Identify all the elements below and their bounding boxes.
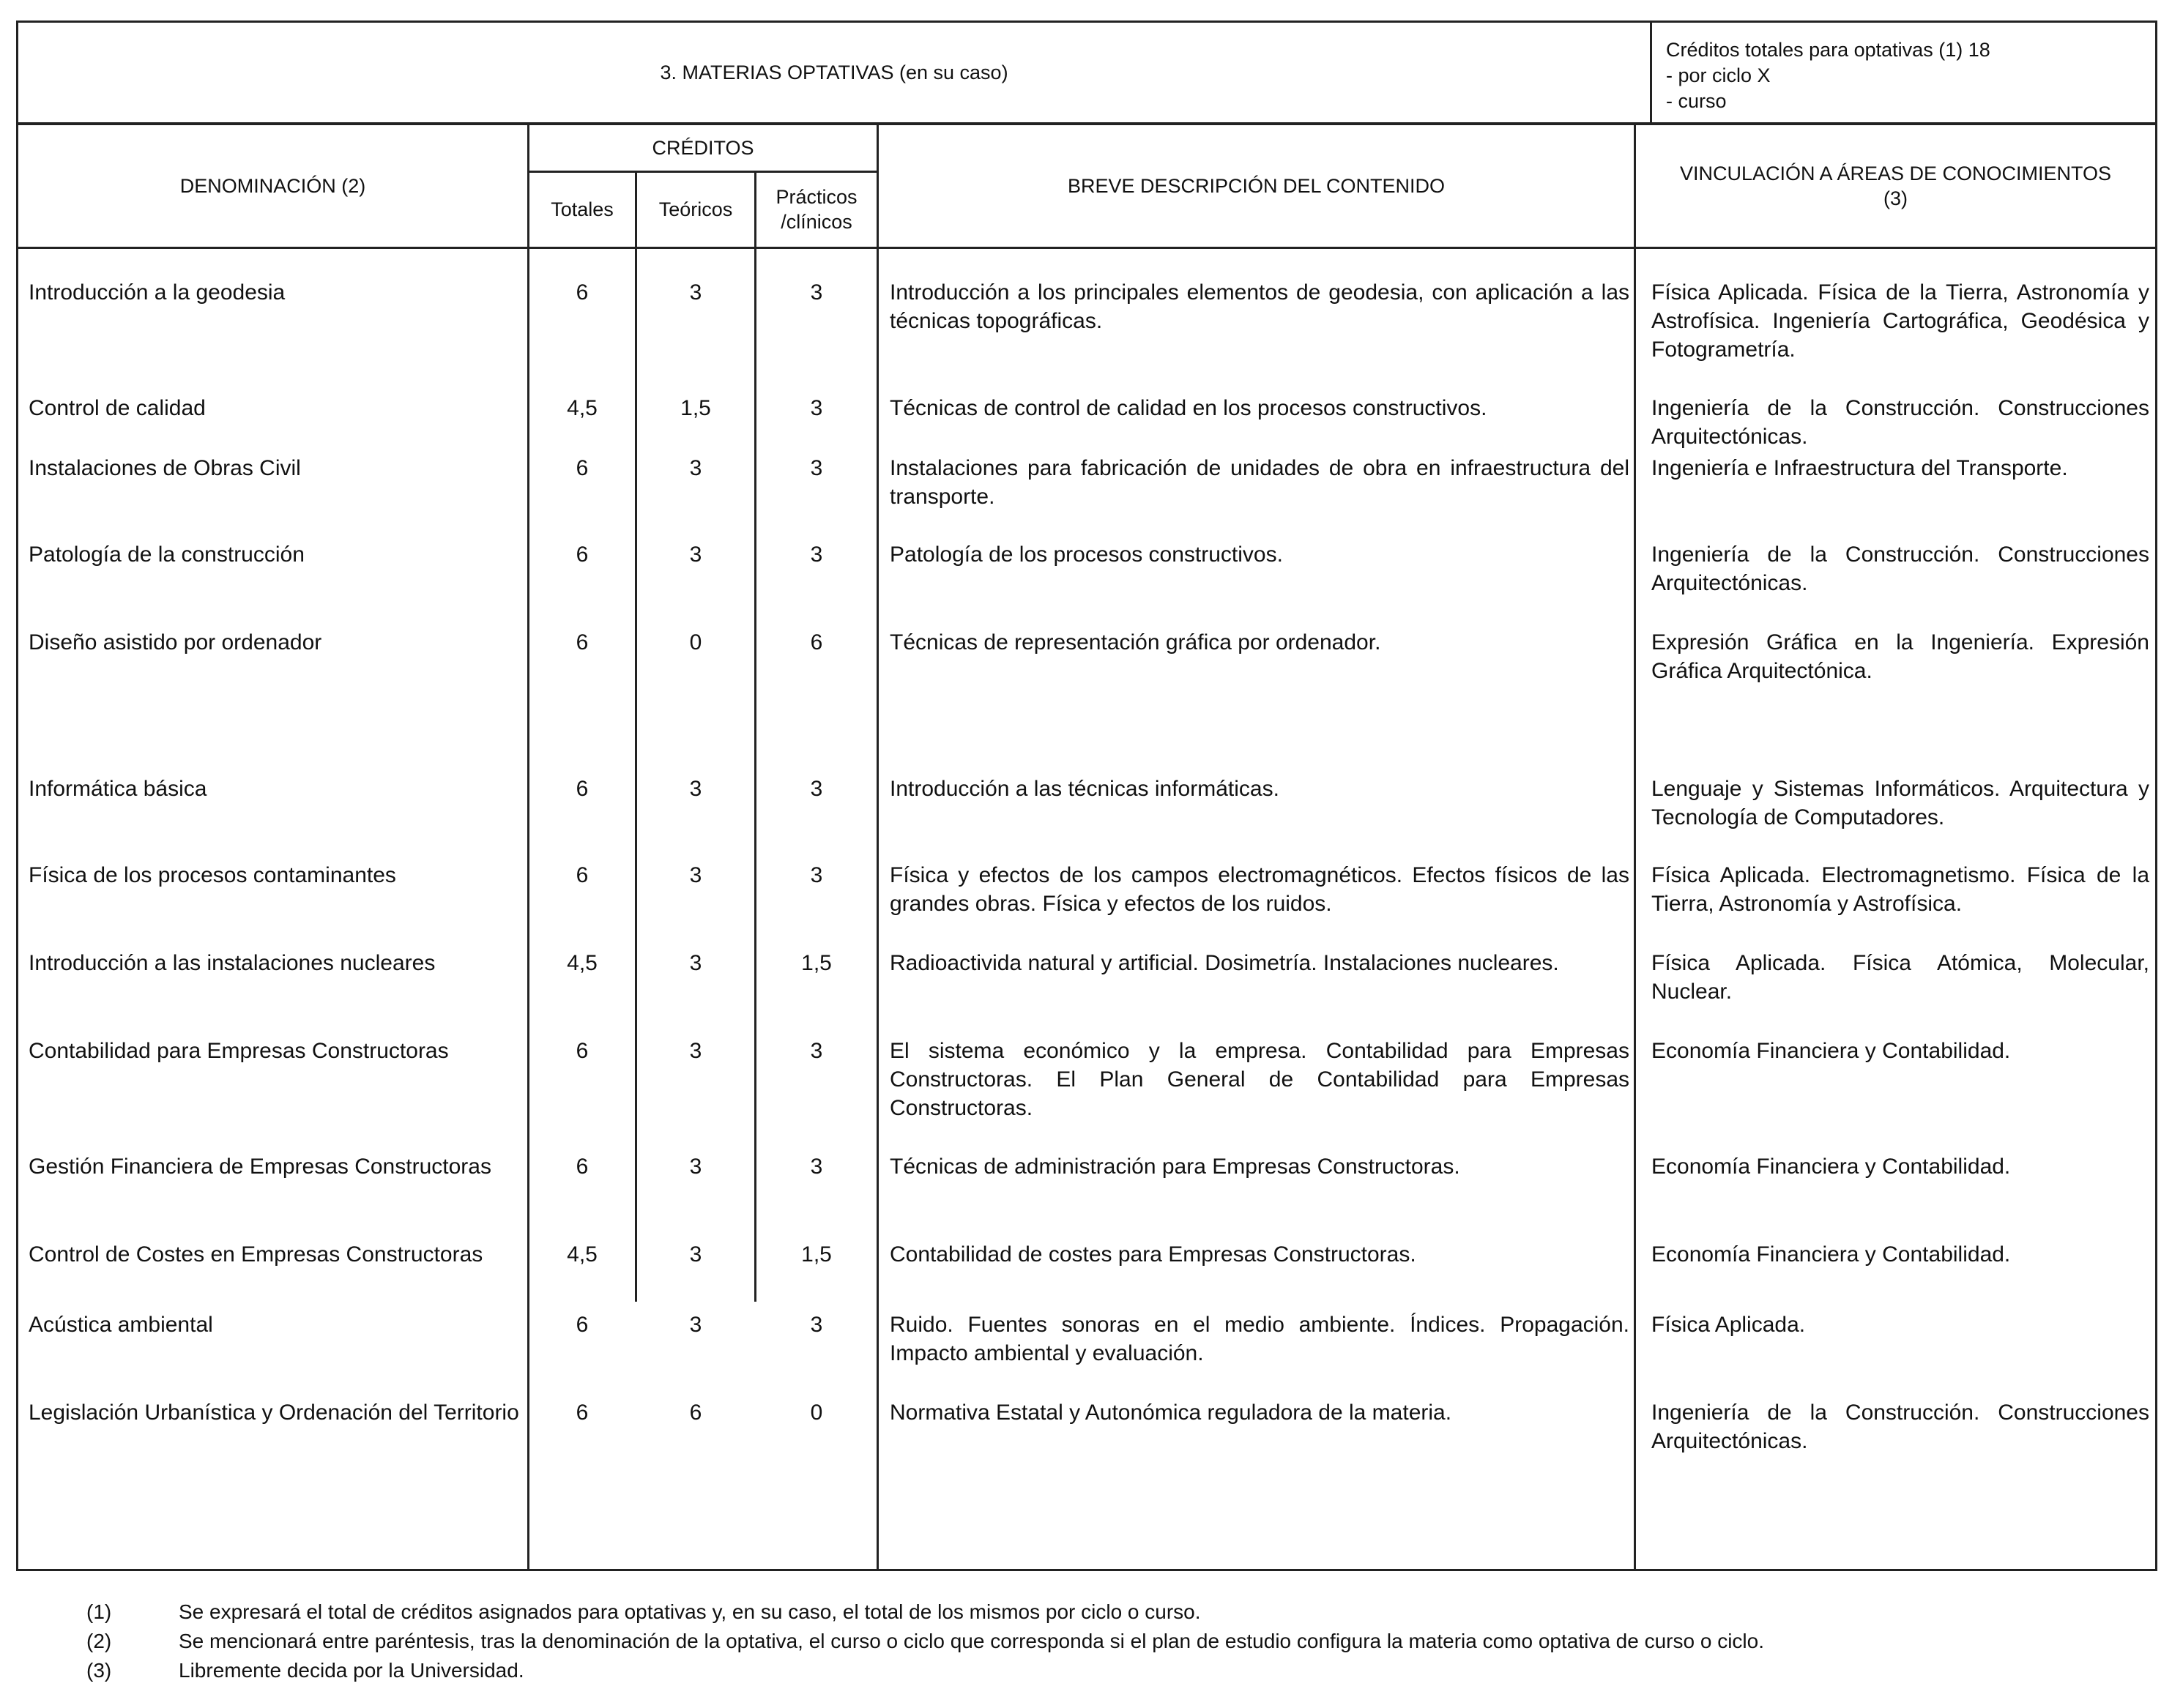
header-totales: Totales <box>551 198 614 220</box>
subject-name: Acústica ambiental <box>29 1313 213 1337</box>
footnotes <box>86 1597 1764 1685</box>
subject-description: Instalaciones para fabricación de unidades de obra en infraestructura del transporte. <box>890 456 1629 509</box>
credits-teoricos: 3 <box>689 777 702 801</box>
header-denominacion: DENOMINACIÓN (2) <box>179 175 366 197</box>
knowledge-area: Física Aplicada. Física Atómica, Molecular, Nuclear. <box>1651 951 2149 1004</box>
subject-description: Técnicas de representación gráfica por ordenador. <box>890 630 1381 655</box>
knowledge-area: Física Aplicada. Electromagnetismo. Física de la Tierra, Astronomía y Astrofísica. <box>1651 863 2149 916</box>
credits-practicos: 3 <box>810 396 823 420</box>
subject-name: Control de Costes en Empresas Constructoras <box>29 1242 483 1267</box>
credits-teoricos: 3 <box>689 951 702 975</box>
header-vinculacion-line1: VINCULACIÓN A ÁREAS DE CONOCIMIENTOS <box>1679 163 2112 184</box>
credits-practicos: 3 <box>810 456 823 480</box>
knowledge-area: Ingeniería de la Construcción. Construcciones Arquitectónicas. <box>1651 1401 2149 1453</box>
subject-description: Patología de los procesos constructivos. <box>890 542 1283 567</box>
header-practicos-line1: Prácticos <box>776 186 858 208</box>
subject-description: Técnicas de control de calidad en los procesos constructivos. <box>890 396 1487 420</box>
credits-totales: 6 <box>576 456 589 480</box>
knowledge-area: Física Aplicada. <box>1651 1313 1806 1337</box>
section-title: 3. MATERIAS OPTATIVAS (en su caso) <box>660 61 1008 83</box>
subject-description: Contabilidad de costes para Empresas Constructoras. <box>890 1242 1416 1267</box>
credit-info-curso: - curso <box>1666 90 1727 112</box>
subject-description: Introducción a los principales elementos de geodesia, con aplicación a las técnicas topográficas. <box>890 280 1629 333</box>
knowledge-area: Ingeniería de la Construcción. Construcciones Arquitectónicas. <box>1651 396 2149 449</box>
credits-totales: 6 <box>576 777 589 801</box>
header-divider <box>1650 23 1652 122</box>
header-vinculacion <box>1636 125 2155 247</box>
credit-info-ciclo: - por ciclo X <box>1666 64 1771 86</box>
subject-description: Técnicas de administración para Empresas Constructoras. <box>890 1155 1460 1179</box>
subject-name: Informática básica <box>29 777 207 801</box>
col-divider <box>877 247 879 1569</box>
column-header <box>16 123 2157 249</box>
credits-totales: 6 <box>576 630 589 655</box>
credits-totales: 6 <box>576 280 589 305</box>
subject-name: Introducción a las instalaciones nucleares <box>29 951 436 975</box>
col-divider <box>1634 247 1636 1569</box>
credits-teoricos: 3 <box>689 863 702 887</box>
header-practicos-line2: /clínicos <box>781 211 852 233</box>
subject-description: Normativa Estatal y Autonómica reguladora de la materia. <box>890 1401 1452 1425</box>
credits-teoricos: 3 <box>689 456 702 480</box>
credit-info-total: Créditos totales para optativas (1) 18 <box>1666 39 1990 61</box>
knowledge-area: Lenguaje y Sistemas Informáticos. Arquitectura y Tecnología de Computadores. <box>1651 777 2149 829</box>
knowledge-area: Economía Financiera y Contabilidad. <box>1651 1155 2011 1179</box>
credits-teoricos: 3 <box>689 542 702 567</box>
credits-teoricos: 3 <box>689 1313 702 1337</box>
knowledge-area: Ingeniería e Infraestructura del Transporte. <box>1651 456 2068 480</box>
credits-practicos: 3 <box>810 280 823 305</box>
header-creditos: CRÉDITOS <box>652 137 754 159</box>
credits-teoricos: 6 <box>689 1401 702 1425</box>
footnote <box>86 1627 1764 1656</box>
credits-practicos: 3 <box>810 542 823 567</box>
knowledge-area: Economía Financiera y Contabilidad. <box>1651 1039 2011 1063</box>
credits-practicos: 3 <box>810 863 823 887</box>
subject-name: Contabilidad para Empresas Constructoras <box>29 1039 449 1063</box>
credit-info <box>1666 37 1990 114</box>
footnote-number: (3) <box>86 1659 112 1682</box>
credits-totales: 6 <box>576 542 589 567</box>
footnote-number: (1) <box>86 1600 112 1623</box>
credits-practicos: 3 <box>810 1313 823 1337</box>
footnote-text: Se expresará el total de créditos asignados para optativas y, en su caso, el total de los mismos por ciclo o curso. <box>179 1600 1201 1623</box>
credits-teoricos: 1,5 <box>680 396 711 420</box>
credits-teoricos: 3 <box>689 1155 702 1179</box>
credits-totales: 6 <box>576 1039 589 1063</box>
credits-totales: 6 <box>576 1155 589 1179</box>
section-header-box <box>16 20 2157 124</box>
credits-totales: 4,5 <box>567 396 598 420</box>
header-teoricos: Teóricos <box>658 198 733 220</box>
subject-description: Física y efectos de los campos electromagnéticos. Efectos físicos de las grandes obras. Física y efectos de los ruidos. <box>890 863 1629 916</box>
subject-name: Física de los procesos contaminantes <box>29 863 396 887</box>
footnote <box>86 1656 1764 1685</box>
credits-totales: 6 <box>576 1313 589 1337</box>
knowledge-area: Economía Financiera y Contabilidad. <box>1651 1242 2011 1267</box>
footnote <box>86 1597 1764 1627</box>
credits-practicos: 3 <box>810 1155 823 1179</box>
col-divider <box>754 247 756 1302</box>
subject-name: Instalaciones de Obras Civil <box>29 456 301 480</box>
header-practicos <box>756 173 877 246</box>
footnote-text: Se mencionará entre paréntesis, tras la denominación de la optativa, el curso o ciclo que corresponda si el plan de estudio configura la materia como optativa de curso o ciclo. <box>179 1630 1764 1652</box>
credits-totales: 6 <box>576 863 589 887</box>
credits-practicos: 1,5 <box>801 1242 832 1267</box>
credits-practicos: 1,5 <box>801 951 832 975</box>
subject-name: Gestión Financiera de Empresas Constructoras <box>29 1155 491 1179</box>
subject-name: Patología de la construcción <box>29 542 305 567</box>
subject-description: Introducción a las técnicas informáticas. <box>890 777 1279 801</box>
knowledge-area: Ingeniería de la Construcción. Construcciones Arquitectónicas. <box>1651 542 2149 595</box>
credits-totales: 4,5 <box>567 1242 598 1267</box>
subject-name: Legislación Urbanística y Ordenación del Territorio <box>29 1401 519 1425</box>
subject-name: Diseño asistido por ordenador <box>29 630 322 655</box>
credits-practicos: 3 <box>810 1039 823 1063</box>
credits-practicos: 3 <box>810 777 823 801</box>
credits-teoricos: 3 <box>689 280 702 305</box>
credits-practicos: 0 <box>810 1401 823 1425</box>
header-vinculacion-line2: (3) <box>1883 187 1908 209</box>
subject-description: El sistema económico y la empresa. Contabilidad para Empresas Constructoras. El Plan General de Contabilidad para Empresas Constructoras. <box>890 1039 1629 1120</box>
credits-totales: 4,5 <box>567 951 598 975</box>
header-descripcion: BREVE DESCRIPCIÓN DEL CONTENIDO <box>1067 175 1446 197</box>
credits-teoricos: 3 <box>689 1039 702 1063</box>
col-divider <box>527 247 529 1569</box>
credits-teoricos: 0 <box>689 630 702 655</box>
subjects-table-body <box>16 247 2157 1571</box>
subject-description: Ruido. Fuentes sonoras en el medio ambiente. Índices. Propagación. Impacto ambiental y evaluación. <box>890 1313 1629 1365</box>
credits-practicos: 6 <box>810 630 823 655</box>
footnote-text: Libremente decida por la Universidad. <box>179 1659 524 1682</box>
footnote-number: (2) <box>86 1630 112 1652</box>
credits-teoricos: 3 <box>689 1242 702 1267</box>
subject-name: Control de calidad <box>29 396 206 420</box>
knowledge-area: Expresión Gráfica en la Ingeniería. Expresión Gráfica Arquitectónica. <box>1651 630 2149 683</box>
subject-description: Radioactivida natural y artificial. Dosimetría. Instalaciones nucleares. <box>890 951 1559 975</box>
subject-name: Introducción a la geodesia <box>29 280 286 305</box>
knowledge-area: Física Aplicada. Física de la Tierra, Astronomía y Astrofísica. Ingeniería Cartográfica, Geodésica y Fotogrametría. <box>1651 280 2149 362</box>
credits-totales: 6 <box>576 1401 589 1425</box>
